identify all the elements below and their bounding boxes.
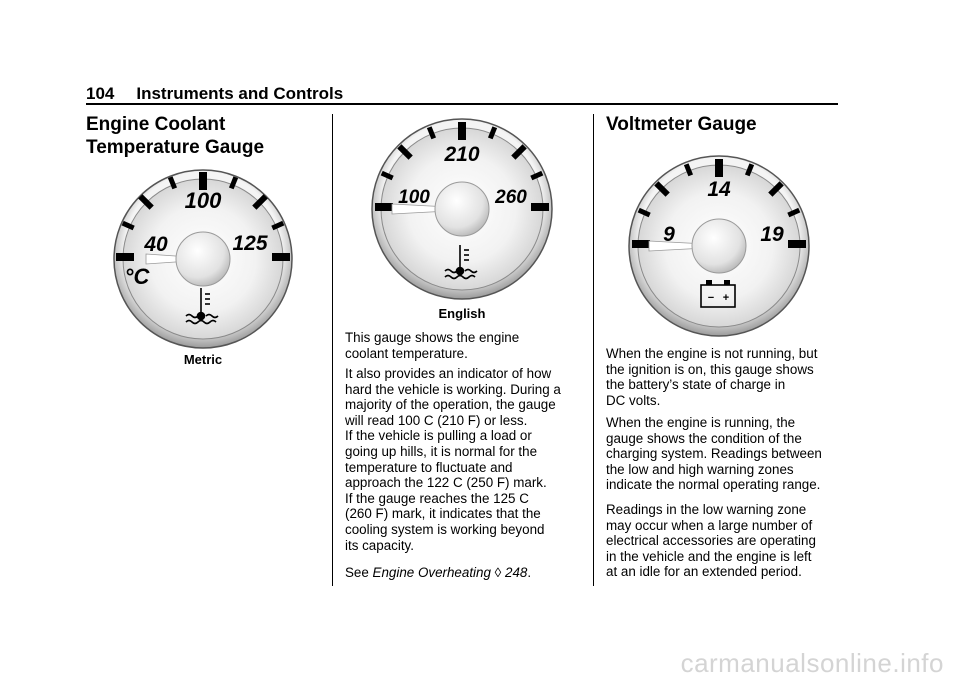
text-line: at an idle for an extended period. — [606, 564, 802, 580]
gauge-label: 14 — [707, 178, 731, 201]
text-line: Readings in the low warning zone — [606, 502, 807, 517]
see-reference-link[interactable]: Engine Overheating — [372, 565, 491, 580]
text-line: If the gauge reaches the 125 C — [345, 490, 529, 506]
page-header — [86, 84, 343, 104]
text-line: majority of the operation, the gauge — [345, 397, 556, 413]
gauge-caption: Metric — [183, 352, 223, 367]
english-coolant-gauge — [370, 117, 554, 301]
text-line: This gauge shows the engine — [345, 330, 520, 345]
heading-line: Engine Coolant — [86, 114, 226, 135]
text-line: It also provides an indicator of how — [345, 366, 552, 381]
page-number: 104 — [86, 84, 115, 103]
gauge-label: 210 — [444, 143, 480, 166]
text-line: the ignition is on, this gauge shows — [606, 361, 814, 377]
text-line: DC volts. — [606, 392, 661, 408]
text-line: (260 F) mark, it indicates that the — [345, 506, 541, 522]
text-line: cooling system is working beyond — [345, 521, 545, 537]
column-divider-right — [593, 114, 594, 586]
section-title: Instruments and Controls — [136, 84, 344, 103]
punctuation: . — [527, 565, 532, 580]
header-rule — [86, 103, 838, 105]
text-line: indicate the normal operating range. — [606, 477, 821, 493]
text-line: coolant temperature. — [345, 345, 468, 361]
footer-watermark: carmanualsonline.info — [680, 648, 944, 678]
gauge-label: 19 — [760, 223, 784, 246]
text-line: in the vehicle and the engine is left — [606, 548, 812, 564]
battery-plus: + — [722, 292, 730, 304]
gauge-label: 100 — [398, 187, 430, 208]
see-reference-page[interactable]: 248 — [505, 565, 528, 580]
text-line: approach the 122 C (250 F) mark. — [345, 475, 547, 491]
gauge-caption: English — [438, 306, 486, 321]
text-line: hard the vehicle is working. During a — [345, 381, 561, 397]
text-line: its capacity. — [345, 537, 414, 553]
text-line: may occur when a large number of — [606, 517, 813, 533]
paragraph — [606, 415, 822, 493]
text-line: temperature to fluctuate and — [345, 459, 513, 475]
text-line: If the vehicle is pulling a load or — [345, 428, 532, 444]
paragraph — [606, 502, 816, 580]
see-prefix: See — [345, 565, 373, 580]
gauge-label: 260 — [495, 187, 527, 208]
text-line: the low and high warning zones — [606, 461, 794, 477]
section-heading-voltmeter: Voltmeter Gauge — [606, 114, 757, 135]
battery-minus: − — [707, 292, 715, 304]
text-line: electrical accessories are operating — [606, 533, 816, 549]
text-line: When the engine is running, the — [606, 415, 796, 430]
text-line: When the engine is not running, but — [606, 346, 818, 361]
section-heading-coolant — [86, 113, 264, 159]
column-divider-left — [332, 114, 333, 586]
gauge-unit-label: °C — [124, 264, 150, 289]
gauge-label: 100 — [184, 188, 222, 213]
text-line: going up hills, it is normal for the — [345, 443, 538, 459]
gauge-label: 40 — [144, 233, 168, 256]
paragraph — [606, 346, 817, 408]
see-reference — [345, 565, 531, 581]
gauge-label: 125 — [232, 232, 268, 255]
text-line: the battery’s state of charge in — [606, 377, 786, 393]
heading-line: Temperature Gauge — [86, 137, 265, 158]
gauge-label: 9 — [663, 223, 675, 246]
paragraph — [345, 330, 519, 361]
metric-coolant-gauge — [110, 168, 296, 350]
paragraph — [345, 366, 561, 553]
page-reference-icon: ◊ — [494, 565, 502, 580]
text-line: charging system. Readings between — [606, 446, 822, 462]
text-line: gauge shows the condition of the — [606, 430, 802, 446]
text-line: will read 100 C (210 F) or less. — [345, 412, 528, 428]
voltmeter-gauge — [627, 154, 811, 338]
